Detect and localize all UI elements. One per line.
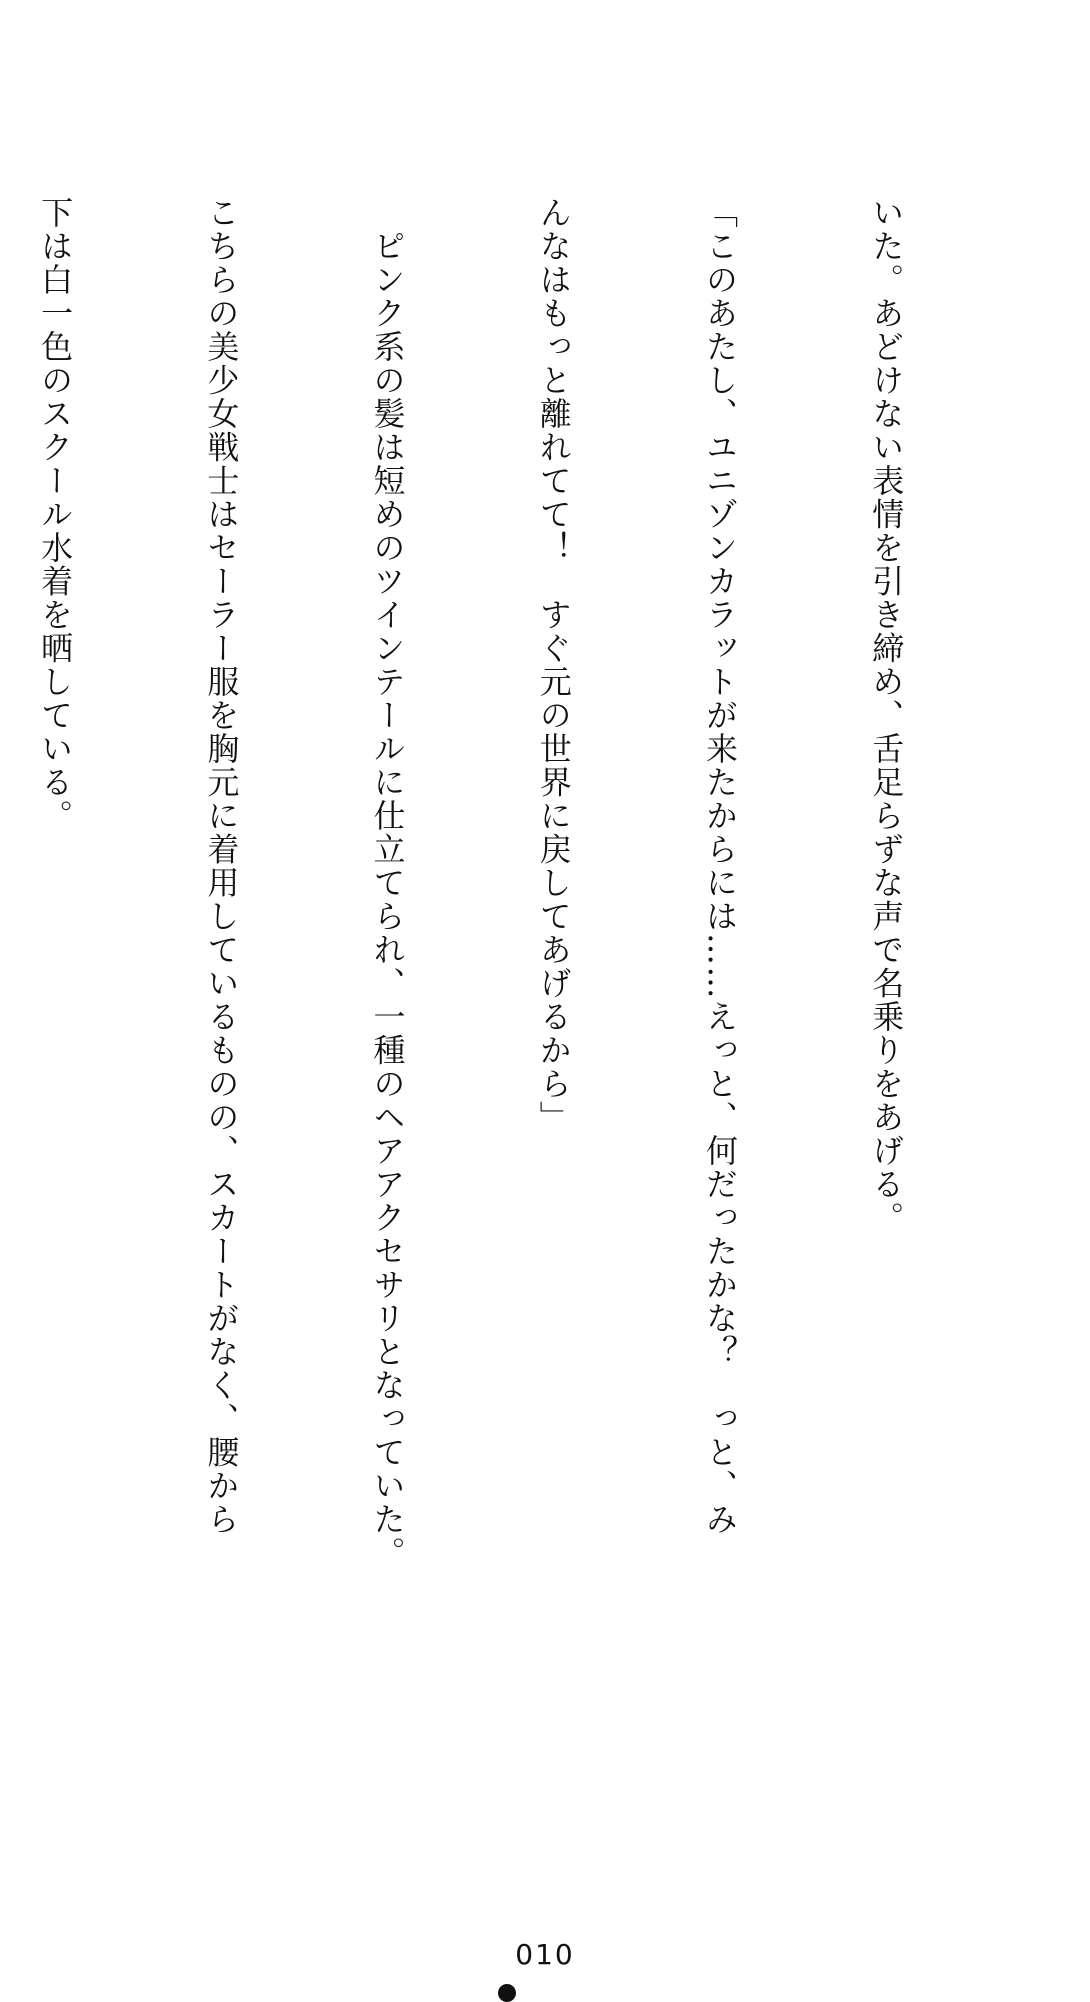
text-line: 「このあたし、ユニゾンカラットが来たからには……えっと、何だったかな？ っと、み bbox=[700, 196, 739, 1536]
page-marker-dot bbox=[498, 1984, 516, 2002]
vertical-text-body bbox=[0, 196, 1024, 1570]
text-line: いた。あどけない表情を引き締め、舌足らずな声で名乗りをあげる。 bbox=[867, 196, 906, 1235]
text-line: ピンク系の髪は短めのツインテールに仕立てられ、一種のヘアアクセサリとなっていた。 bbox=[368, 196, 407, 1570]
text-line: 下は白一色のスクール水着を晒している。 bbox=[36, 196, 75, 833]
text-line: こちらの美少女戦士はセーラー服を胸元に着用しているものの、スカートがなく、腰から bbox=[202, 196, 241, 1536]
page-number: 010 bbox=[515, 1938, 575, 1971]
text-line: んなはもっと離れてて！ すぐ元の世界に戻してあげるから」 bbox=[534, 196, 573, 1134]
